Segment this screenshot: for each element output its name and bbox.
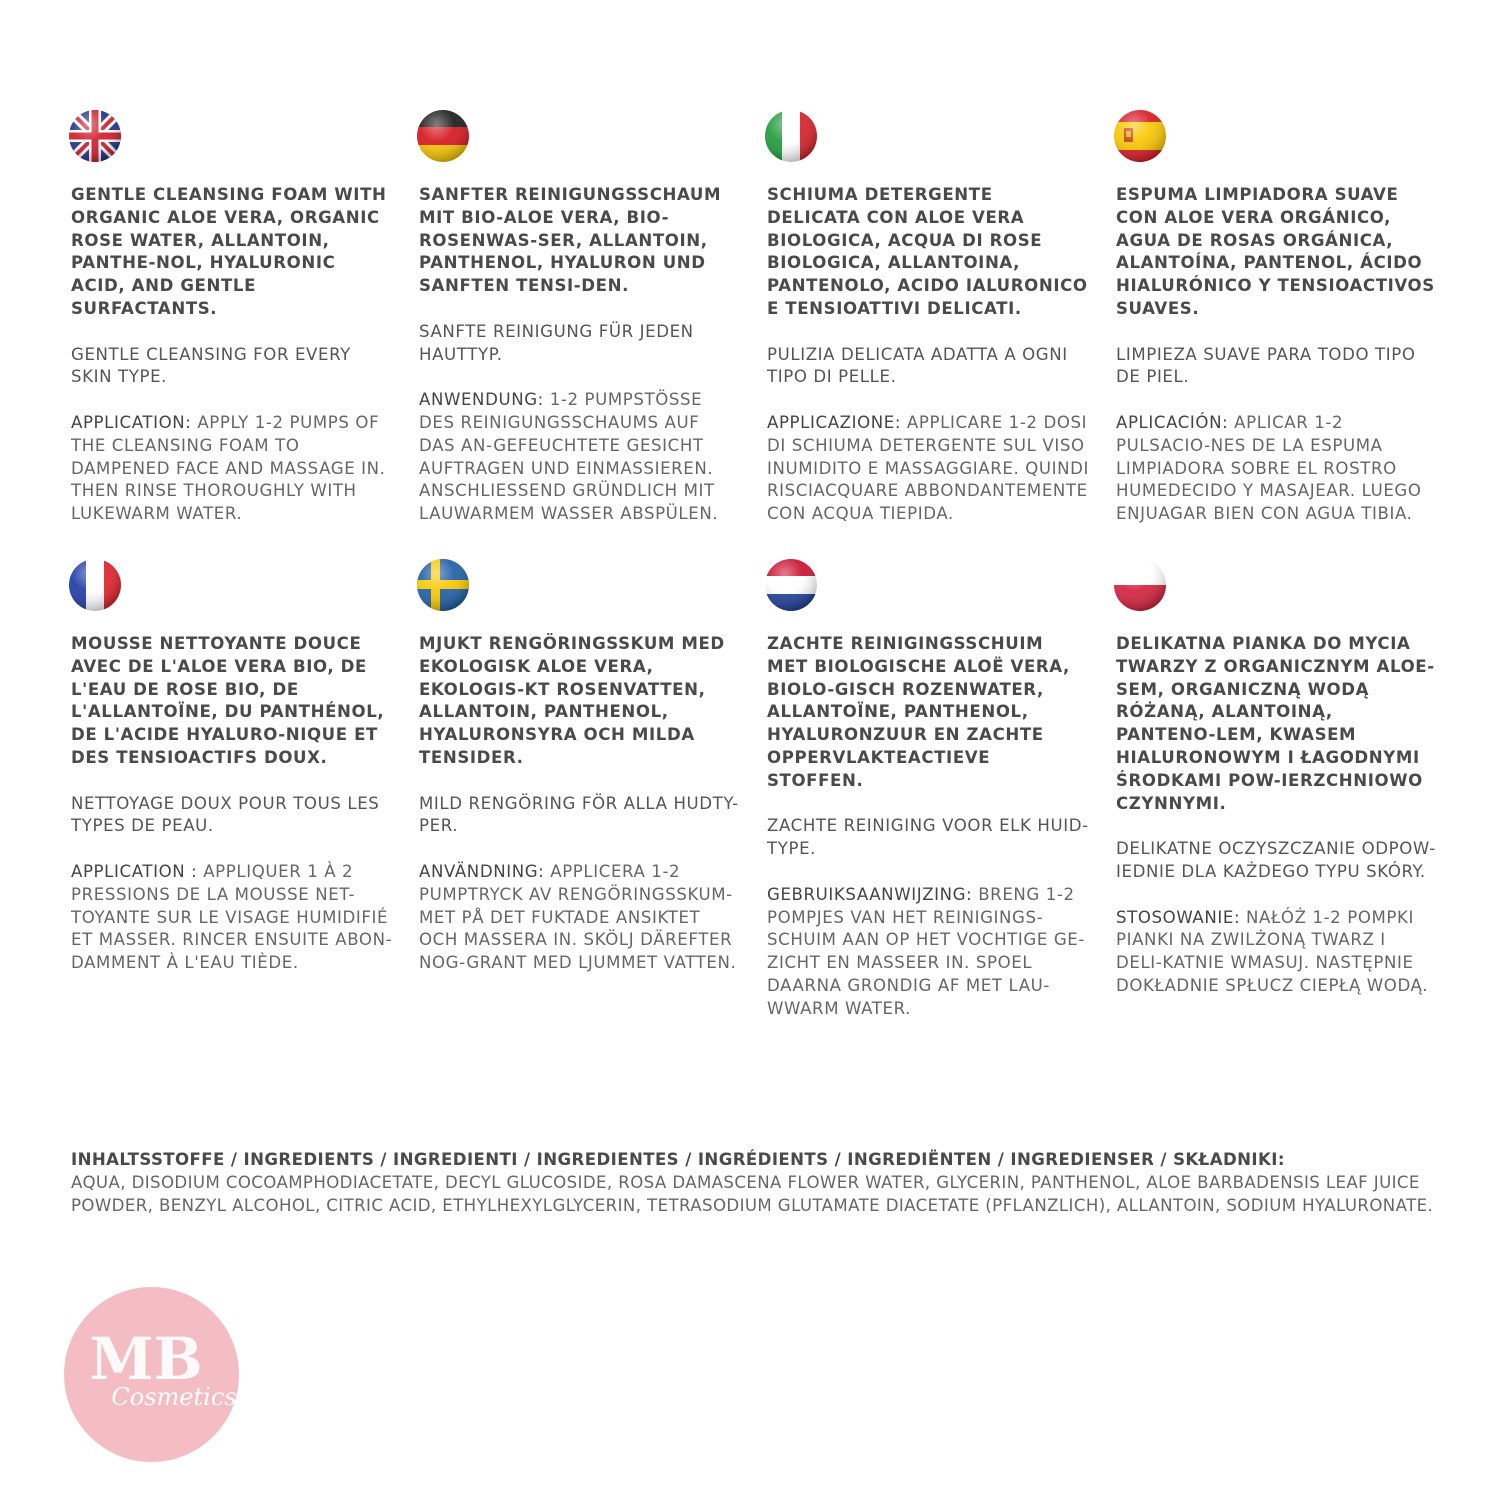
application-text: APPLY 1-2 PUMPS OF THE CLEANSING FOAM TO DAMPENED FACE AND MASSAGE IN. THEN RINSE THOROUGHLY WITH LUKEWARM WATER. [71, 412, 386, 524]
application-label: STOSOWANIE: [1116, 907, 1241, 927]
lang-application [1116, 907, 1438, 998]
application-label: ANWENDUNG: [419, 390, 544, 410]
lang-description: DELIKATNE OCZYSZCZANIE ODPOW-IEDNIE DLA KAŻDEGO TYPU SKÓRY. [1116, 839, 1436, 881]
lang-block-de [419, 108, 741, 526]
netherlands-flag-icon [763, 557, 819, 613]
ingredients-section [71, 1149, 1451, 1217]
sweden-flag-icon [415, 557, 471, 613]
lang-title: MOUSSE NETTOYANTE DOUCE AVEC DE L'ALOE VERA BIO, DE L'EAU DE ROSE BIO, DE L'ALLANTOÏNE, DU PANTHÉNOL, DE L'ACIDE HYALURO-NIQUE ET DES TENSIOACTIFS DOUX. [71, 634, 385, 767]
lang-block-sv [419, 557, 741, 975]
lang-block-nl [767, 557, 1089, 1021]
lang-application [71, 861, 393, 975]
lang-description: MILD RENGÖRING FÖR ALLA HUDTY-PER. [419, 793, 739, 836]
lang-description: PULIZIA DELICATA ADATTA A OGNI TIPO DI PELLE. [767, 344, 1068, 387]
uk-flag-icon [67, 108, 123, 164]
lang-block-pl [1116, 557, 1438, 998]
lang-description: LIMPIEZA SUAVE PARA TODO TIPO DE PIEL. [1116, 344, 1416, 387]
lang-block-en [71, 108, 393, 526]
application-label: APLICACIÓN: [1116, 412, 1229, 432]
application-text: 1-2 PUMPSTÖSSE DES REINIGUNGSSCHAUMS AUF DAS AN-GEFEUCHTETE GESICHT AUFTRAGEN UND EINMASSIEREN. ANSCHLIESSEND GRÜNDLICH MIT LAUWARMEM WASSER ABSPÜLEN. [419, 390, 719, 524]
lang-application [767, 412, 1089, 526]
lang-application [71, 412, 393, 526]
application-text: NAŁÓŻ 1-2 POMPKI PIANKI NA ZWILŻONĄ TWARZ I DELI-KATNIE WMASUJ. NASTĘPNIE DOKŁADNIE SPŁUCZ CIEPŁĄ WODĄ. [1116, 907, 1429, 995]
lang-title: SCHIUMA DETERGENTE DELICATA CON ALOE VERA BIOLOGICA, ACQUA DI ROSE BIOLOGICA, ALLANTOINA, PANTENOLO, ACIDO IALURONICO E TENSIOATTIVI DELICATI. [767, 185, 1088, 318]
italy-flag-icon [763, 108, 819, 164]
application-label: APPLICATION : [71, 861, 198, 881]
lang-description: ZACHTE REINIGING VOOR ELK HUID-TYPE. [767, 816, 1089, 859]
lang-title: GENTLE CLEANSING FOAM WITH ORGANIC ALOE VERA, ORGANIC ROSE WATER, ALLANTOIN, PANTHE-NOL, HYALURONIC ACID, AND GENTLE SURFACTANTS. [71, 185, 387, 318]
ingredients-heading: INHALTSSTOFFE / INGREDIENTS / INGREDIENTI / INGREDIENTES / INGRÉDIENTS / INGREDIËNTEN / INGREDIENSER / SKŁADNIKI: [71, 1150, 1285, 1169]
germany-flag-icon [415, 108, 471, 164]
lang-application [767, 884, 1089, 1021]
lang-application [1116, 412, 1438, 526]
logo-main-text: MB [89, 1325, 203, 1393]
lang-description: NETTOYAGE DOUX POUR TOUS LES TYPES DE PEAU. [71, 793, 380, 836]
lang-title: ZACHTE REINIGINGSSCHUIM MET BIOLOGISCHE ALOË VERA, BIOLO-GISCH ROZENWATER, ALLANTOÏNE, PANTHENOL, HYALURONZUUR EN ZACHTE OPPERVLAKTEACTIEVE STOFFEN. [767, 634, 1070, 790]
lang-title: SANFTER REINIGUNGSSCHAUM MIT BIO-ALOE VERA, BIO-ROSENWAS-SER, ALLANTOIN, PANTHENOL, HYALURON UND SANFTEN TENSI-DEN. [419, 185, 722, 296]
lang-block-es [1116, 108, 1438, 526]
lang-block-fr [71, 557, 393, 975]
lang-application [419, 389, 741, 526]
poland-flag-icon [1112, 557, 1168, 613]
application-label: APPLICATION: [71, 412, 192, 432]
lang-block-it [767, 108, 1089, 526]
application-text: BRENG 1-2 POMPJES VAN HET REINIGINGS-SCHUIM AAN OP HET VOCHTIGE GE-ZICHT EN MASSEER IN. SPOEL DAARNA GRONDIG AF MET LAU-WWARM WATER. [767, 884, 1085, 1018]
logo-sub-text: Cosmetics [111, 1383, 237, 1411]
lang-title: DELIKATNA PIANKA DO MYCIA TWARZY Z ORGANICZNYM ALOE-SEM, ORGANICZNĄ WODĄ RÓŻANĄ, ALANTOINĄ, PANTENO-LEM, KWASEM HIALURONOWYM I ŁAGODNYMI ŚRODKAMI POW-IERZCHNIOWO CZYNNYMI. [1116, 634, 1435, 813]
lang-application [419, 861, 741, 975]
spain-flag-icon [1112, 108, 1168, 164]
application-text: APPLICARE 1-2 DOSI DI SCHIUMA DETERGENTE SUL VISO INUMIDITO E MASSAGGIARE. QUINDI RISCIACQUARE ABBONDANTEMENTE CON ACQUA TIEPIDA. [767, 412, 1089, 524]
lang-description: GENTLE CLEANSING FOR EVERY SKIN TYPE. [71, 344, 351, 387]
mb-cosmetics-logo [64, 1287, 239, 1462]
france-flag-icon [67, 557, 123, 613]
application-text: APLICAR 1-2 PULSACIO-NES DE LA ESPUMA LIMPIADORA SOBRE EL ROSTRO HUMEDECIDO Y MASAJEAR. LUEGO ENJUAGAR BIEN CON AGUA TIBIA. [1116, 412, 1422, 524]
application-label: ANVÄNDNING: [419, 861, 545, 881]
application-text: APPLIQUER 1 À 2 PRESSIONS DE LA MOUSSE NET-TOYANTE SUR LE VISAGE HUMIDIFIÉ ET MASSER. RINCER ENSUITE ABON-DAMMENT À L'EAU TIÈDE. [71, 861, 393, 973]
ingredients-list: AQUA, DISODIUM COCOAMPHODIACETATE, DECYL GLUCOSIDE, ROSA DAMASCENA FLOWER WATER, GLYCERIN, PANTHENOL, ALOE BARBADENSIS LEAF JUICE POWDER, BENZYL ALCOHOL, CITRIC ACID, ETHYLHEXYLGLYCERIN, TETRASODIUM GLUTAMATE DIACETATE (PFLANZLICH), ALLANTOIN, SODIUM HYALURONATE. [71, 1172, 1434, 1215]
lang-title: ESPUMA LIMPIADORA SUAVE CON ALOE VERA ORGÁNICO, AGUA DE ROSAS ORGÁNICA, ALANTOÍNA, PANTENOL, ÁCIDO HIALURÓNICO Y TENSIOACTIVOS SUAVES. [1116, 185, 1435, 318]
lang-title: MJUKT RENGÖRINGSSKUM MED EKOLOGISK ALOE VERA, EKOLOGIS-KT ROSENVATTEN, ALLANTOIN, PANTHENOL, HYALURONSYRA OCH MILDA TENSIDER. [419, 634, 725, 767]
application-text: APPLICERA 1-2 PUMPTRYCK AV RENGÖRINGSSKUM-MET PÅ DET FUKTADE ANSIKTET OCH MASSERA IN. SKÖLJ DÄREFTER NOG-GRANT MED LJUMMET VATTEN. [419, 861, 737, 973]
lang-description: SANFTE REINIGUNG FÜR JEDEN HAUTTYP. [419, 321, 694, 364]
application-label: GEBRUIKSAANWIJZING: [767, 884, 973, 904]
application-label: APPLICAZIONE: [767, 412, 902, 432]
